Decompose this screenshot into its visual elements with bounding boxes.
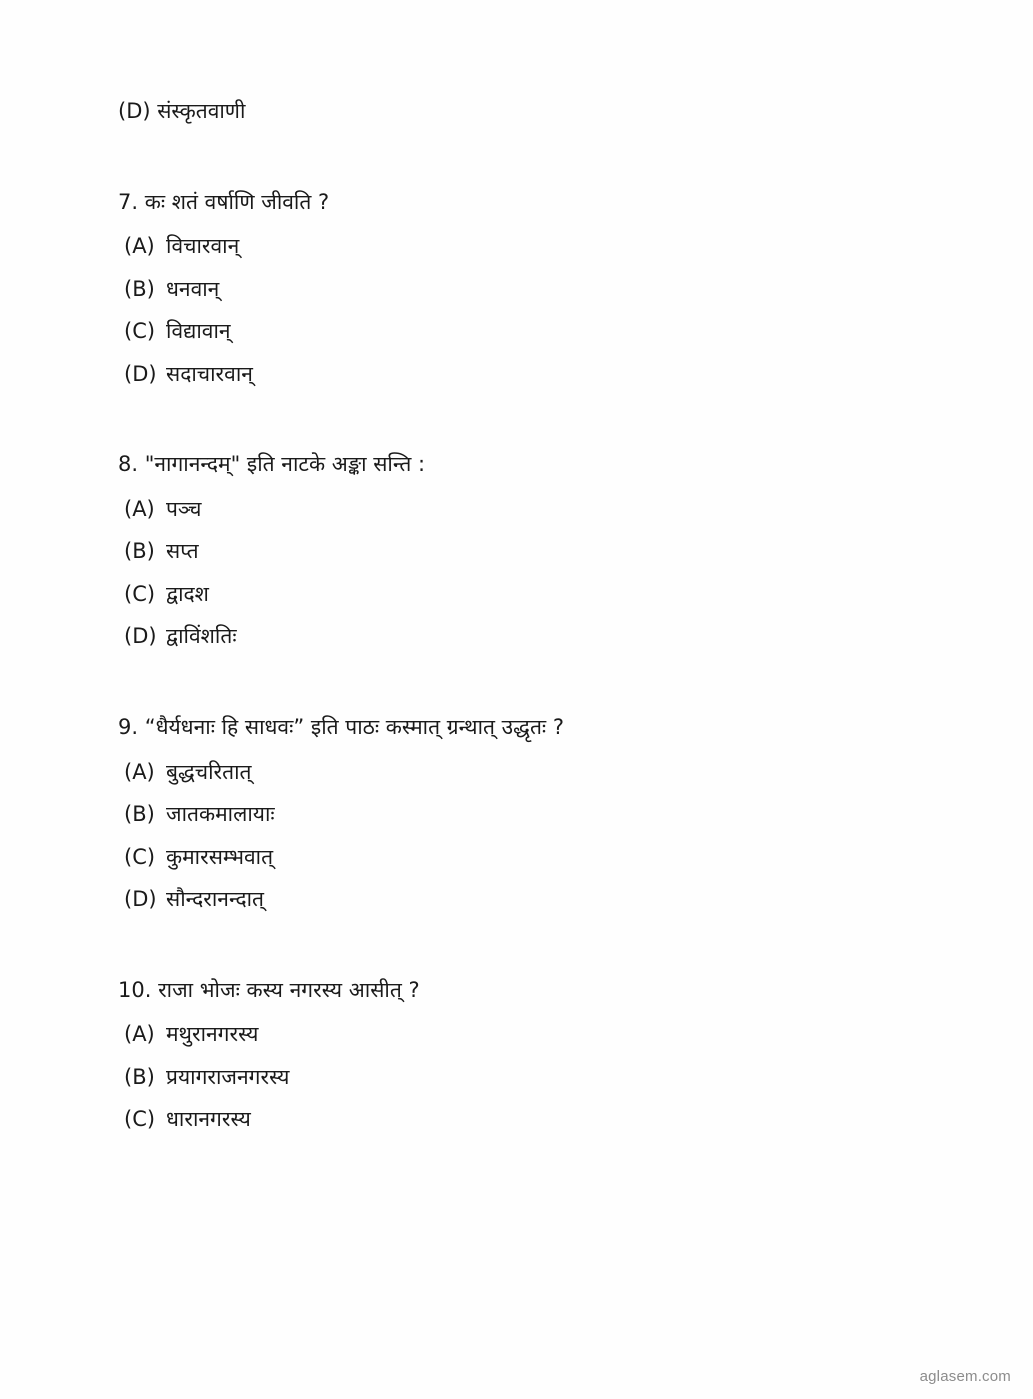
option-label: (D) xyxy=(124,361,157,386)
option-text: सप्त xyxy=(166,539,199,564)
orphan-option-d: (D) संस्कृतवाणी xyxy=(118,99,246,123)
option-text: द्वाविंशतिः xyxy=(166,624,237,649)
option-label: (D) xyxy=(124,624,157,649)
question-7-option-c xyxy=(124,315,928,348)
question-8-option-b xyxy=(124,535,928,568)
option-label: (B) xyxy=(124,539,155,564)
option-text: बुद्धचरितात् xyxy=(166,759,252,784)
question-10-option-b xyxy=(124,1061,928,1094)
question-10 xyxy=(118,974,928,1136)
question-7-stem: 7. कः शतं वर्षाणि जीवति ? xyxy=(118,189,330,214)
option-text: विद्यावान् xyxy=(166,319,231,344)
question-7-option-b xyxy=(124,273,928,306)
question-9-stem: 9. “धैर्यधनाः हि साधवः” इति पाठः कस्मात् ग्रन्थात् उद्धृतः ? xyxy=(118,714,564,739)
question-9-option-b xyxy=(124,798,928,831)
option-label: (C) xyxy=(124,581,156,606)
option-label: (B) xyxy=(124,1064,155,1089)
option-label: (A) xyxy=(124,234,155,259)
option-label: (B) xyxy=(124,276,155,301)
option-text: प्रयागराजनगरस्य xyxy=(166,1064,290,1089)
option-text: जातकमालायाः xyxy=(166,802,275,827)
question-8-stem: 8. "नागानन्दम्" इति नाटके अङ्का सन्ति : xyxy=(118,452,426,477)
question-7 xyxy=(118,186,928,391)
question-8 xyxy=(118,448,928,653)
question-8-option-c xyxy=(124,578,928,611)
question-7-option-d xyxy=(124,358,928,391)
option-label: (A) xyxy=(124,759,155,784)
question-10-option-c xyxy=(124,1103,928,1136)
question-9-option-d xyxy=(124,883,928,916)
option-label: (C) xyxy=(124,1107,156,1132)
question-10-stem: 10. राजा भोजः कस्य नगरस्य आसीत् ? xyxy=(118,977,420,1002)
option-text: मथुरानगरस्य xyxy=(166,1022,259,1047)
option-label: (C) xyxy=(124,319,156,344)
question-8-option-d xyxy=(124,620,928,653)
question-9-option-c xyxy=(124,841,928,874)
watermark: aglasem.com xyxy=(919,1368,1011,1385)
option-text: सदाचारवान् xyxy=(166,361,253,386)
option-text: पञ्च xyxy=(166,496,202,521)
option-label: (D) xyxy=(124,887,157,912)
option-label: (A) xyxy=(124,496,155,521)
option-text: धारानगरस्य xyxy=(166,1107,251,1132)
option-text: सौन्दरानन्दात् xyxy=(166,887,265,912)
question-7-option-a xyxy=(124,230,928,263)
option-label: (C) xyxy=(124,844,156,869)
question-paper-body xyxy=(118,96,928,1136)
question-10-option-a xyxy=(124,1018,928,1051)
option-label: (B) xyxy=(124,802,155,827)
question-8-option-a xyxy=(124,493,928,526)
option-text: कुमारसम्भवात् xyxy=(166,844,274,869)
question-9 xyxy=(118,711,928,916)
option-text: द्वादश xyxy=(166,581,209,606)
question-9-option-a xyxy=(124,756,928,789)
option-label: (A) xyxy=(124,1022,155,1047)
option-text: विचारवान् xyxy=(166,234,240,259)
option-text: धनवान् xyxy=(166,276,220,301)
